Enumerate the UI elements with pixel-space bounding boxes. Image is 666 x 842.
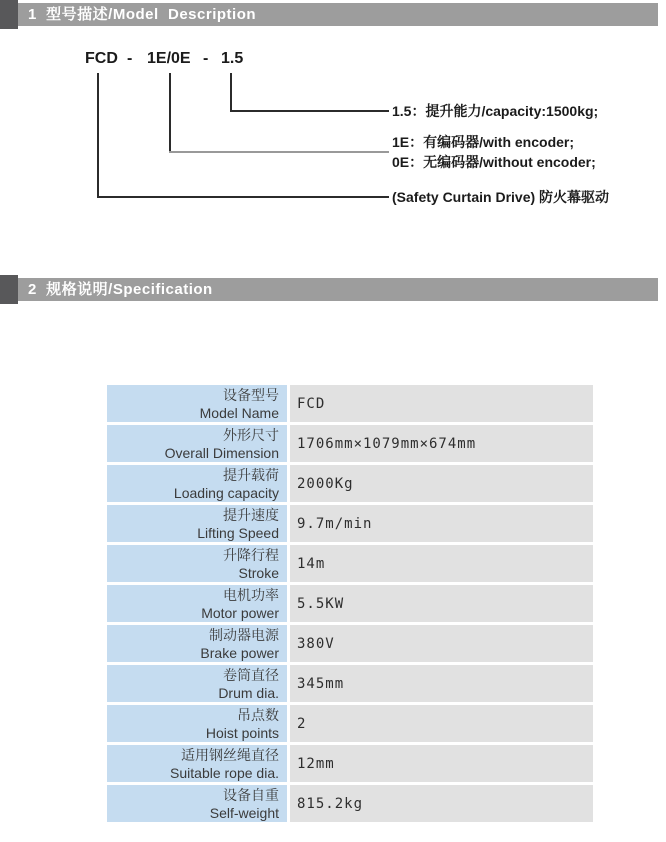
section2-corner-square — [0, 275, 18, 304]
spec-value: 2 — [290, 705, 593, 742]
spec-label-cell — [107, 625, 290, 662]
model-code-part-encoder: 1E/0E — [147, 50, 191, 67]
spec-label-cn: 适用钢丝绳直径 — [181, 746, 279, 763]
spec-value: 2000Kg — [290, 465, 593, 502]
spec-label-en: Self-weight — [209, 804, 279, 821]
spec-value: 815.2kg — [290, 785, 593, 822]
table-row — [107, 745, 593, 782]
section1-corner-square — [0, 0, 18, 29]
spec-value: 1706mm×1079mm×674mm — [290, 425, 593, 462]
spec-label-cn: 提升速度 — [223, 506, 279, 523]
table-row — [107, 425, 593, 462]
spec-value: 5.5KW — [290, 585, 593, 622]
model-code-separator-2: - — [203, 50, 209, 67]
spec-label-cell — [107, 465, 290, 502]
table-row — [107, 545, 593, 582]
spec-value: 14m — [290, 545, 593, 582]
table-row — [107, 385, 593, 422]
spec-label-en: Brake power — [200, 644, 279, 661]
spec-label-en: Motor power — [201, 604, 279, 621]
spec-table — [107, 385, 593, 825]
spec-label-cell — [107, 425, 290, 462]
spec-label-cn: 设备自重 — [223, 786, 279, 803]
table-row — [107, 585, 593, 622]
spec-label-cn: 设备型号 — [223, 386, 279, 403]
fcd-branch-hline — [97, 196, 389, 198]
table-row — [107, 625, 593, 662]
table-row — [107, 465, 593, 502]
encoder-branch-vline — [169, 73, 171, 152]
annotation-capacity: 1.5：提升能力/capacity:1500kg; — [392, 103, 599, 119]
annotation-encoder-0e: 0E：无编码器/without encoder; — [392, 154, 596, 170]
spec-label-en: Stroke — [238, 564, 279, 581]
annotation-encoder-1e: 1E：有编码器/with encoder; — [392, 134, 575, 150]
spec-value: 345mm — [290, 665, 593, 702]
section1-header: 1 型号描述/Model Description — [18, 3, 658, 26]
spec-value: 380V — [290, 625, 593, 662]
spec-label-en: Model Name — [199, 404, 279, 421]
spec-label-cn: 升降行程 — [223, 546, 279, 563]
capacity-branch-vline — [230, 73, 232, 111]
spec-label-en: Drum dia. — [218, 684, 279, 701]
spec-label-cell — [107, 585, 290, 622]
spec-label-en: Suitable rope dia. — [170, 764, 279, 781]
spec-value: FCD — [290, 385, 593, 422]
model-code-separator-1: - — [127, 50, 133, 67]
model-code-part-capacity: 1.5 — [221, 50, 244, 67]
table-row — [107, 785, 593, 822]
spec-label-en: Hoist points — [205, 724, 279, 741]
section2-header: 2 规格说明/Specification — [18, 278, 658, 301]
fcd-branch-vline — [97, 73, 99, 197]
spec-label-cell — [107, 505, 290, 542]
spec-label-cell — [107, 745, 290, 782]
capacity-branch-hline — [230, 110, 389, 112]
spec-label-cn: 电机功率 — [223, 586, 279, 603]
spec-value: 12mm — [290, 745, 593, 782]
spec-label-cell — [107, 705, 290, 742]
spec-label-cn: 吊点数 — [237, 706, 279, 723]
spec-label-cn: 制动器电源 — [209, 626, 279, 643]
model-code-part-fcd: FCD — [85, 50, 118, 67]
spec-label-en: Overall Dimension — [164, 444, 279, 461]
encoder-branch-hline — [169, 151, 389, 153]
spec-label-cell — [107, 785, 290, 822]
table-row — [107, 705, 593, 742]
spec-value: 9.7m/min — [290, 505, 593, 542]
spec-label-cell — [107, 665, 290, 702]
table-row — [107, 665, 593, 702]
spec-label-cn: 卷筒直径 — [223, 666, 279, 683]
spec-label-cn: 提升载荷 — [223, 466, 279, 483]
spec-label-cn: 外形尺寸 — [223, 426, 279, 443]
spec-label-en: Lifting Speed — [197, 524, 279, 541]
table-row — [107, 505, 593, 542]
spec-label-cell — [107, 545, 290, 582]
annotation-fcd-meaning: (Safety Curtain Drive) 防火幕驱动 — [392, 189, 610, 205]
spec-label-en: Loading capacity — [173, 484, 279, 501]
spec-label-cell — [107, 385, 290, 422]
